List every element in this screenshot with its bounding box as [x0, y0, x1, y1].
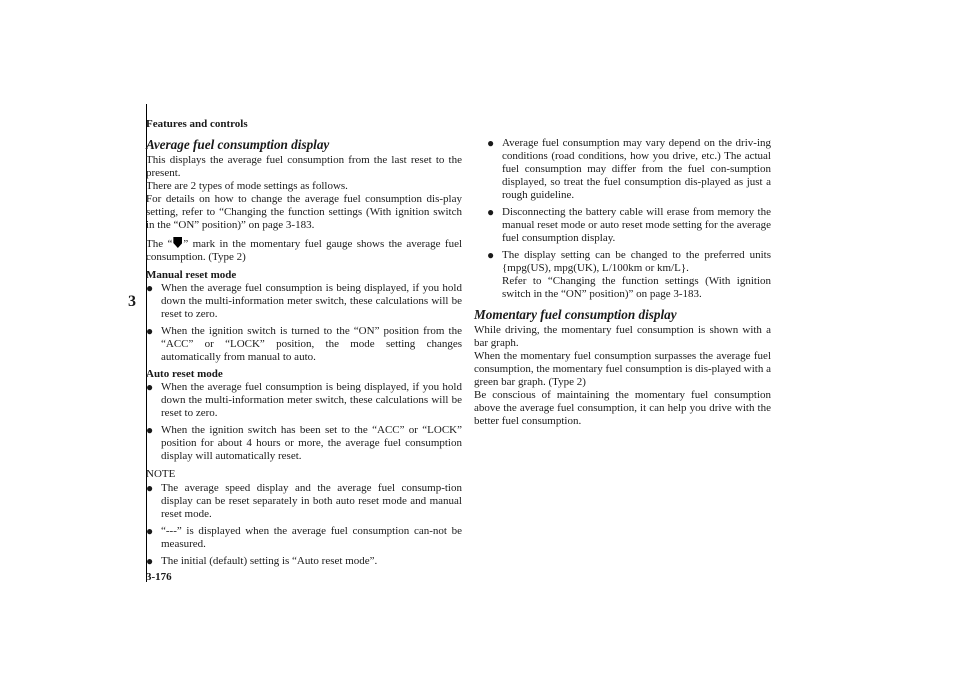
section-title-momentary: Momentary fuel consumption display	[474, 307, 677, 322]
chapter-side-rule	[128, 104, 147, 582]
note-item: ● The display setting can be changed to the preferred units {mpg(US), mpg(UK), L/100km or km/L}. Refer to “Changing the function settings (With ignition switch in the “ON” position)” on page 3-183.	[487, 249, 771, 301]
paragraph-text: For details on how to change the average fuel consumption dis-play setting, refer to “Changing the function settings (With ignition switch in the “ON” position)” on page 3-183.	[146, 193, 462, 231]
paragraph-intro	[146, 154, 462, 232]
note-item: ● The initial (default) setting is “Auto reset mode”.	[146, 555, 462, 568]
bullet-item: ● When the average fuel consumption is being displayed, if you hold down the multi-information meter switch, these calculations will be reset to zero.	[146, 282, 462, 321]
paragraph-text: ” mark in the momentary fuel gauge shows the average fuel consumption. (Type 2)	[146, 238, 463, 263]
auto-reset-heading: Auto reset mode	[146, 368, 223, 380]
paragraph-text: This displays the average fuel consumption from the last reset to the present.	[146, 154, 462, 179]
note-item: ● Disconnecting the battery cable will erase from memory the manual reset mode or auto reset mode setting for the average fuel consumption display.	[487, 206, 771, 245]
manual-reset-heading: Manual reset mode	[146, 269, 237, 281]
page-number: 3-176	[146, 571, 172, 583]
paragraph-text: Be conscious of maintaining the momentary fuel consumption above the average fuel consumption, it can help you drive with the better fuel consumption.	[474, 389, 771, 427]
paragraph-momentary	[474, 324, 771, 428]
paragraph-text: There are 2 types of mode settings as follows.	[146, 180, 348, 192]
bullet-item: ● When the ignition switch is turned to the “ON” position from the “ACC” or “LOCK” position, the mode setting changes automatically from manual to auto.	[146, 325, 462, 364]
paragraph-text: When the momentary fuel consumption surpasses the average fuel consumption, the momentary fuel consumption is dis-played with a green bar graph. (Type 2)	[474, 350, 771, 388]
left-column	[146, 137, 462, 572]
paragraph-text: While driving, the momentary fuel consumption is shown with a bar graph.	[474, 324, 771, 349]
note-item: ● Average fuel consumption may vary depend on the driv-ing conditions (road conditions, how you drive, etc.) The actual fuel consumption may differ from the fuel con-sumption displayed, so treat the fuel consumption dis-played as just a rough guideline.	[487, 137, 771, 202]
note-heading: NOTE	[146, 468, 176, 480]
right-column	[474, 137, 771, 433]
paragraph-text: The “	[146, 238, 173, 250]
note-item: ● “---” is displayed when the average fuel consumption can-not be measured.	[146, 525, 462, 551]
triangle-down-marker-icon	[173, 237, 182, 248]
running-header: Features and controls	[146, 118, 248, 130]
bullet-item: ● When the average fuel consumption is being displayed, if you hold down the multi-information meter switch, these calculations will be reset to zero.	[146, 381, 462, 420]
chapter-tab-number: 3	[128, 293, 136, 310]
section-title-average: Average fuel consumption display	[146, 137, 330, 152]
bullet-item: ● When the ignition switch has been set to the “ACC” or “LOCK” position for about 4 hours or more, the average fuel consumption display will automatically reset.	[146, 424, 462, 463]
paragraph-mark	[146, 237, 462, 264]
note-item: ● The average speed display and the average fuel consump-tion display can be reset separately in both auto reset mode and manual reset mode.	[146, 482, 462, 521]
